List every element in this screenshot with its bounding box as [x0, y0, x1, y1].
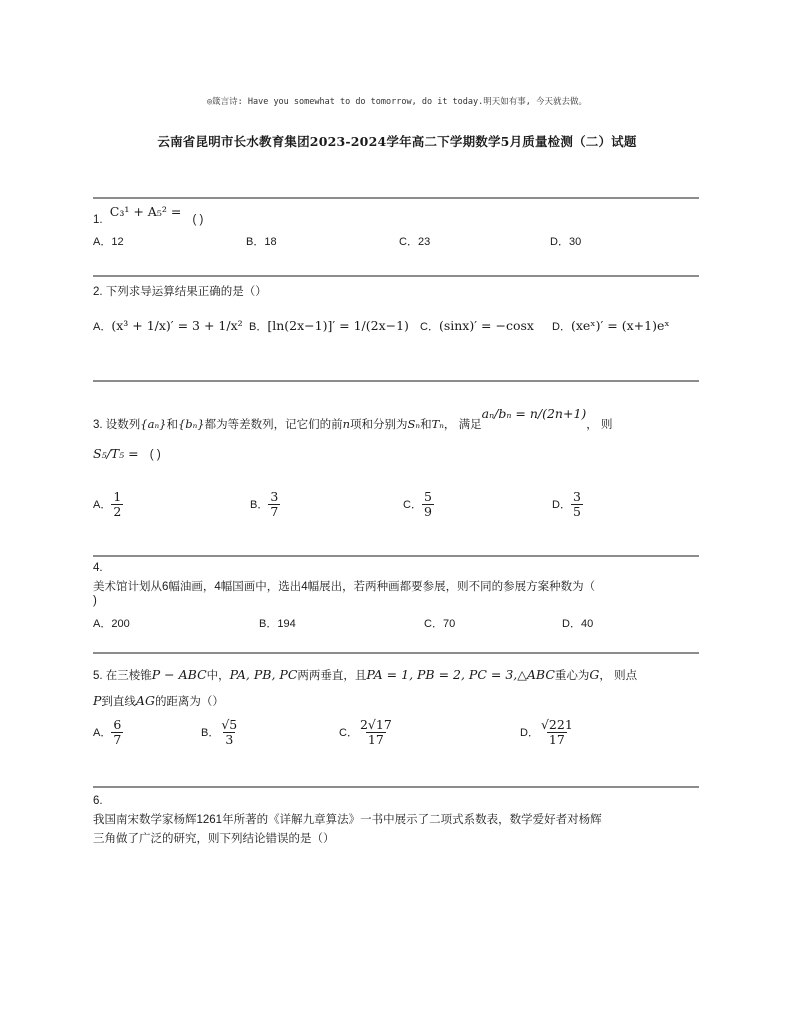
question-number: 6. [93, 795, 103, 807]
option-label: C． [339, 726, 358, 739]
tetrahedron-label: P − ABC [151, 667, 207, 682]
option-c[interactable] [424, 615, 455, 631]
divider-rule [93, 555, 699, 557]
question-5-stem-cont [93, 693, 224, 709]
question-1-stem [93, 204, 204, 226]
option-d[interactable] [552, 490, 583, 520]
option-value: 194 [277, 618, 296, 630]
option-a[interactable] [93, 490, 123, 520]
option-a[interactable] [93, 318, 243, 334]
option-b[interactable] [250, 490, 280, 520]
option-d[interactable] [550, 233, 581, 249]
option-label: A． [93, 618, 112, 630]
answer-paren: ( ) [149, 449, 161, 461]
option-c[interactable] [339, 718, 394, 748]
stem-text: ， 则 [586, 419, 613, 431]
option-d[interactable] [552, 318, 670, 334]
motto-line: ◎箴言诗: Have you somewhat to do tomorrow, do it today.明天如有事, 今天就去做。 [207, 97, 587, 107]
option-b[interactable] [259, 615, 296, 631]
option-value: 70 [442, 618, 456, 630]
question-number: 1. [93, 214, 103, 226]
option-label: A． [93, 236, 112, 248]
option-label: D． [552, 498, 571, 511]
option-label: B． [250, 498, 269, 511]
option-fraction [111, 490, 123, 520]
option-formula: [ln(2x−1)]′ = 1/(2x−1) [267, 318, 409, 333]
numerator: 1 [113, 489, 122, 504]
option-fraction [422, 490, 434, 520]
question-4-stem: 美术馆计划从6幅油画，4幅国画中，选出4幅展出，若两种画都要参展，则不同的参展方案种数为（ [93, 581, 596, 593]
option-label: D． [552, 321, 571, 333]
stem-text: 5. 在三棱锥 [93, 670, 152, 682]
option-fraction [358, 718, 394, 748]
option-label: D． [550, 236, 569, 248]
option-value: 200 [111, 618, 130, 630]
option-formula: (sinx)′ = −cosx [438, 318, 534, 333]
numerator: √5 [221, 717, 238, 732]
option-label: B． [259, 618, 278, 630]
stem-text: 重心为 [554, 670, 590, 682]
numerator: 3 [572, 489, 581, 504]
option-label: B． [249, 321, 268, 333]
option-label: B． [246, 236, 265, 248]
stem-text: ， 满足 [443, 419, 482, 431]
option-value: 40 [580, 618, 594, 630]
option-c[interactable] [420, 318, 534, 334]
option-label: C． [424, 618, 443, 630]
stem-text: 的距离为（） [154, 696, 224, 708]
stem-text: 两两垂直，且 [297, 670, 367, 682]
option-label: D． [562, 618, 581, 630]
paper-title: 云南省昆明市长水教育集团2023-2024学年高二下学期数学5月质量检测（二）试题 [157, 134, 637, 149]
question-3-ask [93, 446, 161, 461]
line-ag: AG [135, 693, 155, 708]
point-p: P [93, 693, 102, 708]
question-3-stem [93, 406, 613, 432]
numerator: 6 [113, 717, 122, 732]
question-5-stem [93, 667, 637, 683]
option-value: 18 [264, 236, 277, 248]
option-fraction [219, 718, 239, 748]
option-b[interactable] [246, 233, 277, 249]
divider-rule [93, 652, 699, 654]
divider-rule [93, 786, 699, 788]
edge-labels: PA, PB, PC [229, 667, 298, 682]
option-a[interactable] [93, 233, 124, 249]
denominator: 3 [225, 732, 234, 748]
variable-n: n [342, 417, 351, 431]
numerator: 3 [270, 489, 279, 504]
option-d[interactable] [562, 615, 593, 631]
question-6-stem-cont: 三角做了广泛的研究，则下列结论错误的是（） [93, 833, 335, 845]
option-label: B． [201, 726, 220, 739]
option-label: C． [420, 321, 439, 333]
numerator: 5 [423, 489, 432, 504]
denominator: 5 [572, 504, 581, 520]
option-a[interactable] [93, 615, 130, 631]
option-value: 23 [417, 236, 431, 248]
denominator: 7 [270, 504, 279, 520]
question-number: 4. [93, 562, 103, 574]
divider-rule [93, 380, 699, 382]
question-6-stem: 我国南宋数学家杨辉1261年所著的《详解九章算法》一书中展示了二项式系数表，数学爱好者对杨辉 [93, 814, 602, 826]
question-2-stem: 2. 下列求导运算结果正确的是（） [93, 286, 267, 298]
stem-text: 中， [206, 670, 230, 682]
option-label: D． [520, 726, 539, 739]
option-a[interactable] [93, 718, 123, 748]
option-label: C． [403, 498, 422, 511]
option-label: A． [93, 321, 112, 333]
numerator: √221 [540, 717, 573, 732]
divider-rule [93, 197, 699, 199]
denominator: 2 [113, 504, 122, 520]
length-condition: PA = 1, PB = 2, PC = 3,△ABC [366, 667, 555, 682]
point-g: G [589, 667, 600, 682]
denominator: 9 [423, 504, 432, 520]
option-c[interactable] [403, 490, 434, 520]
denominator: 17 [367, 732, 384, 748]
sum-t: Tₙ [431, 417, 444, 431]
stem-text: 项和分别为 [350, 419, 408, 431]
stem-text: ， 则点 [599, 670, 638, 682]
answer-paren: ( ) [192, 214, 204, 226]
denominator: 7 [113, 732, 122, 748]
option-d[interactable] [520, 718, 575, 748]
stem-text: 都为等差数列，记它们的前 [204, 419, 343, 431]
option-b[interactable] [249, 318, 409, 334]
option-label: A． [93, 726, 112, 739]
question-4-stem-cont: ) [93, 595, 97, 607]
option-c[interactable] [399, 233, 430, 249]
option-value: 12 [111, 236, 124, 248]
stem-text: 3. 设数列 [93, 419, 141, 431]
option-label: A． [93, 498, 112, 511]
option-fraction [111, 718, 123, 748]
sum-s: Sₙ [407, 417, 421, 431]
option-b[interactable] [201, 718, 239, 748]
numerator: 2√17 [359, 717, 392, 732]
option-value: 30 [568, 236, 582, 248]
option-formula: (x³ + 1/x)′ = 3 + 1/x² [111, 318, 243, 333]
denominator: 17 [548, 732, 565, 748]
ratio-condition: aₙ/bₙ = n/(2n+1) [481, 406, 587, 421]
question-1-expression: C₃¹ + A₅² = [109, 204, 182, 219]
divider-rule [93, 275, 699, 277]
sequence-b: {bₙ} [177, 417, 205, 431]
option-formula: (xeˣ)′ = (x+1)eˣ [570, 318, 670, 333]
stem-text: 和 [166, 419, 178, 431]
stem-text: 和 [420, 419, 432, 431]
option-fraction [539, 718, 575, 748]
sequence-a: {aₙ} [140, 417, 167, 431]
option-fraction [571, 490, 583, 520]
ratio-question: S₅/T₅ = [93, 446, 139, 461]
option-fraction [268, 490, 280, 520]
option-label: C． [399, 236, 418, 248]
stem-text: 到直线 [101, 696, 136, 708]
